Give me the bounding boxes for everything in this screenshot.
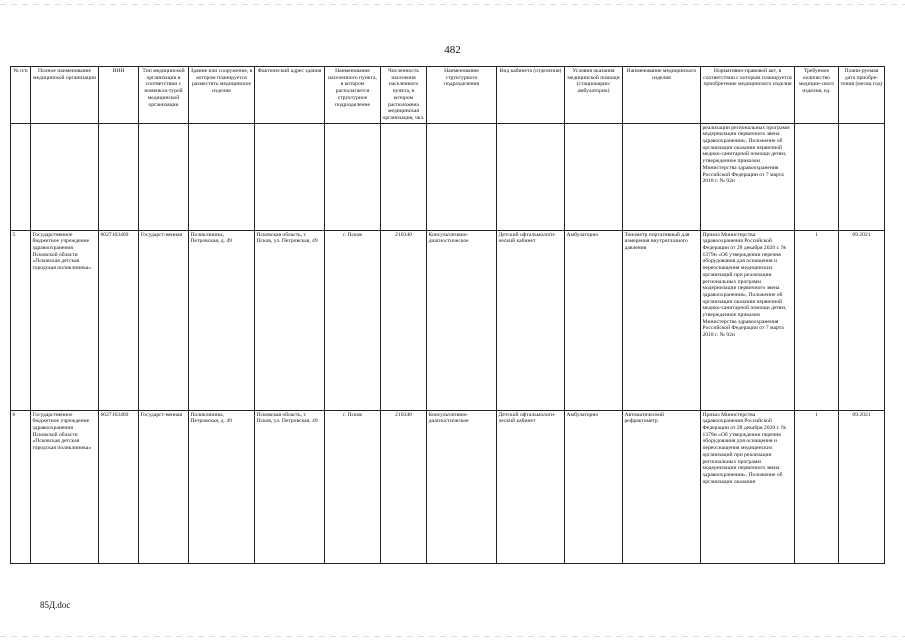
subdivision-cell: Консультативно-диагностическое [427, 410, 497, 563]
page-number: 482 [444, 44, 461, 56]
population-cell: 210340 [381, 230, 427, 410]
locality-cell: г. Псков [325, 230, 381, 410]
address-cell: Псковская область, г. Псков, ул. Петровская, 49 [255, 230, 325, 410]
date-cell: 09.2021 [839, 410, 885, 563]
device-cell: Тонометр портативный для измерения внутриглазного давления [623, 230, 701, 410]
col-header: Вид кабинета (отделения) [497, 67, 565, 124]
row-number-cell: 6 [11, 410, 31, 563]
table-header-row [11, 67, 885, 124]
table-row [11, 410, 885, 563]
col-header: Условия оказания медицинской помощи (стационарно/ амбулаторно) [565, 67, 623, 124]
row-number-cell: 5 [11, 230, 31, 410]
col-header: Наименование населенного пункта, в котором располагается структурное подразделение [325, 67, 381, 124]
col-header: Наименование структурного подразделения [427, 67, 497, 124]
equipment-table [10, 66, 885, 564]
col-header: Фактический адрес здания [255, 67, 325, 124]
conditions-cell: Амбулаторно [565, 230, 623, 410]
population-cell: 210340 [381, 410, 427, 563]
col-header: Тип медицинской организации в соответствии с номенкла-турой медицинской организации [139, 67, 189, 124]
cabinet-cell: Детский офтальмологи-ческий кабинет [497, 410, 565, 563]
cabinet-cell: Детский офтальмологи-ческий кабинет [497, 230, 565, 410]
scan-artifact-bottom [0, 636, 905, 637]
conditions-cell: Амбулаторно [565, 410, 623, 563]
quantity-cell: 1 [795, 410, 839, 563]
org-name-cell: Государственное бюджетное учреждение здравоохранения Псковской области «Псковская детская городская поликлиника» [31, 230, 99, 410]
col-header: Нормативно-правовой акт, в соответствии с которым планируется приобретение медицинского изделия [701, 67, 795, 124]
device-cell: Автоматический рефрактометр [623, 410, 701, 563]
subdivision-cell: Консультативно-диагностическое [427, 230, 497, 410]
col-header: № п/п [11, 67, 31, 124]
building-cell: Поликлиника, Петровская, д. 49 [189, 410, 255, 563]
inn-cell: 6027163469 [99, 410, 139, 563]
org-type-cell: Государст-венная [139, 230, 189, 410]
quantity-cell: 1 [795, 230, 839, 410]
legal-act-cell: Приказ Министерства здравоохранения Российской Федерации от 28 декабря 2020 г. № 1379н «Об утверждении перечня оборудования для оснащения и переоснащения медицинских организаций при реализации региональных программ модернизации первичного звена здравоохранения», Положение об организации оказания первичной медико-санитарной помощи детям, утвержденное приказом Министерства здравоохранения Российской Федерации от 7 марта 2018 г. № 92н [701, 230, 795, 410]
col-header: Плани-руемая дата приобре-тения (месяц год) [839, 67, 885, 124]
col-header: Здание или сооружение, в котором планируется разместить медицинское изделие [189, 67, 255, 124]
col-header: Численность населения населенного пункта, в котором расположена медицинская организация, чел. [381, 67, 427, 124]
table-row [11, 230, 885, 410]
col-header: ИНН [99, 67, 139, 124]
org-type-cell: Государст-венная [139, 410, 189, 563]
col-header: Требуемое количество медицин-ского изделия, ед. [795, 67, 839, 124]
legal-act-cell: реализации региональных программ модернизации первичного звена здравоохранения», Положение об организации оказания первичной медико-санитарной помощи детям, утвержденное приказом Министерства здравоохранения Российской Федерации от 7 марта 2018 г. № 92н [701, 123, 795, 230]
col-header: Наименование медицинского изделия [623, 67, 701, 124]
address-cell: Псковская область, г. Псков, ул. Петровская, 49 [255, 410, 325, 563]
date-cell: 09.2021 [839, 230, 885, 410]
footer-filename: 85Д.doc [40, 600, 71, 610]
col-header: Полное наименование медицинской организации [31, 67, 99, 124]
org-name-cell: Государственное бюджетное учреждение здравоохранения Псковской области «Псковская детская городская поликлиника» [31, 410, 99, 563]
inn-cell: 6027163469 [99, 230, 139, 410]
legal-act-cell: Приказ Министерства здравоохранения Российской Федерации от 28 декабря 2020 г. № 1379н «Об утверждении перечня оборудования для оснащения и переоснащения медицинских организаций при реализации региональных программ модернизации первичного звена здравоохранения», Положение об организации оказания [701, 410, 795, 563]
locality-cell: г. Псков [325, 410, 381, 563]
table-row [11, 123, 885, 230]
scan-artifact-top [0, 4, 905, 5]
building-cell: Поликлиника, Петровская, д. 49 [189, 230, 255, 410]
